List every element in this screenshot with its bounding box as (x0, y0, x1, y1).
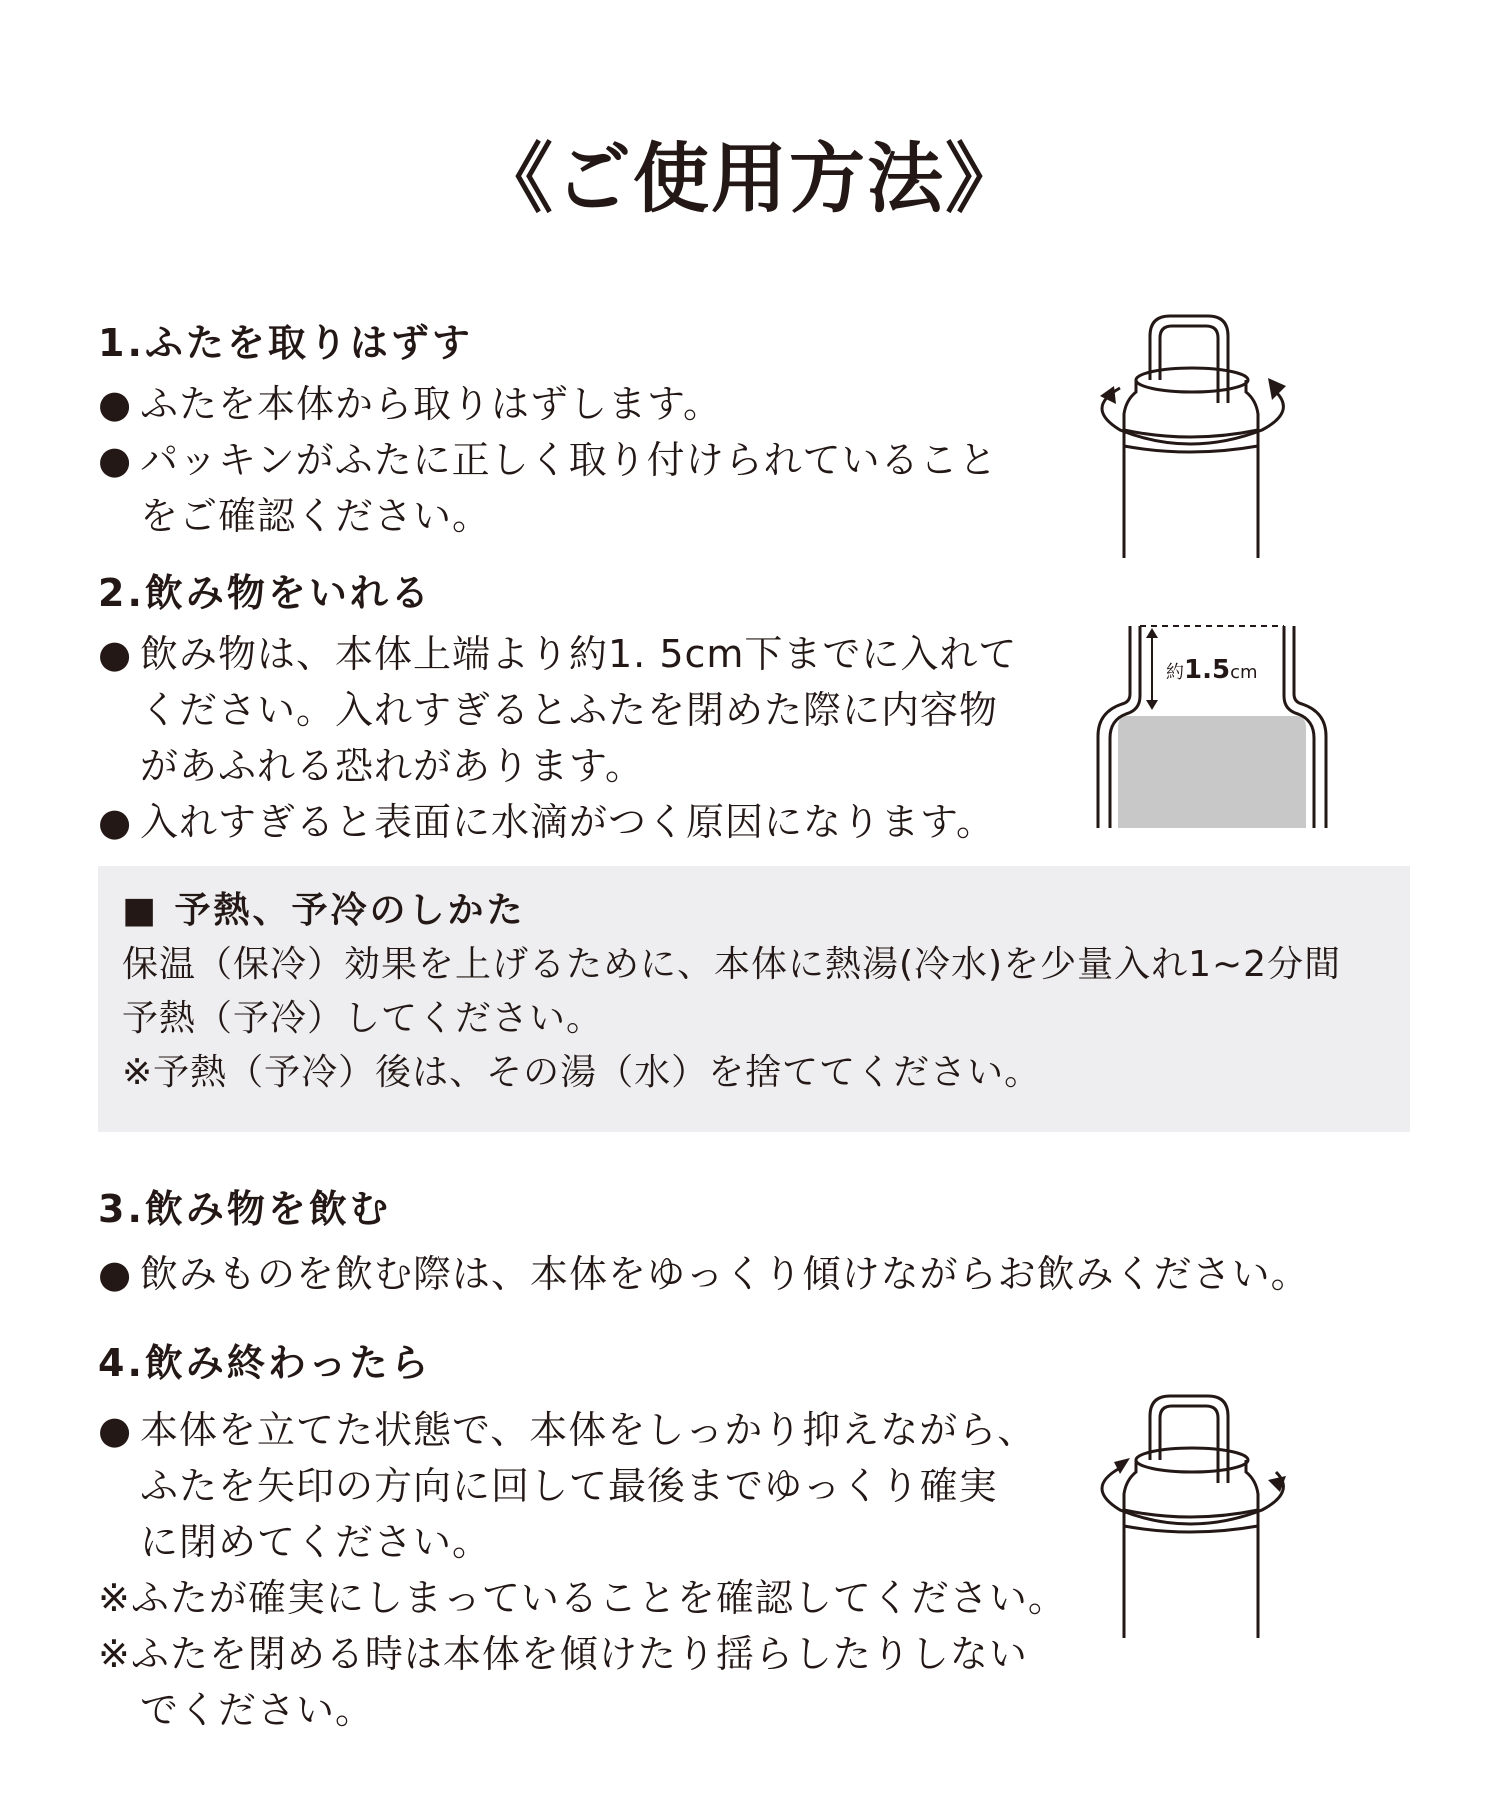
preheat-line-1: 保温（保冷）効果を上げるために、本体に熱湯(冷水)を少量入れ1~2分間 (122, 944, 1342, 985)
step-1-bullet-1: ● ふたを本体から取りはずします。 (98, 382, 722, 426)
step-4-bullet-1-cont-2: に閉めてください。 (140, 1520, 492, 1564)
step-2-bullet-1: ● 飲み物は、本体上端より約1. 5cm下までに入れて (98, 632, 1018, 676)
step-1-heading: 1.ふたを取りはずす (98, 321, 473, 365)
step-3 (98, 1184, 1310, 1302)
step-4-note-2-cont: でください。 (140, 1688, 375, 1732)
step-1 (98, 318, 998, 544)
step-4-note-1: ※ふたが確実にしまっていることを確認してください。 (98, 1576, 1067, 1620)
step-4-bullet-1-cont-1: ふたを矢印の方向に回して最後までゆっくり確実 (140, 1464, 998, 1508)
step-2-bullet-1-cont-1: ください。入れすぎるとふたを閉めた際に内容物 (140, 688, 999, 732)
fill-level-label: 約1.5cm (1166, 655, 1258, 685)
bottle-fill-level-icon (1088, 618, 1338, 828)
step-3-bullet-1: ● 飲みものを飲む際は、本体をゆっくり傾けながらお飲みください。 (98, 1252, 1310, 1296)
bottle-lid-close-icon (1090, 1388, 1330, 1638)
step-1-bullet-2-cont: をご確認ください。 (140, 494, 492, 538)
step-4 (98, 1338, 1067, 1738)
step-3-heading: 3.飲み物を飲む (98, 1187, 391, 1231)
step-4-note-2: ※ふたを閉める時は本体を傾けたり揺らしたりしない (98, 1632, 1028, 1676)
preheat-line-2: 予熱（予冷）してください。 (122, 998, 604, 1039)
step-4-heading: 4.飲み終わったら (98, 1341, 432, 1385)
step-2-bullet-2: ● 入れすぎると表面に水滴がつく原因になります。 (98, 800, 995, 844)
preheat-note: ※予熱（予冷）後は、その湯（水）を捨ててください。 (122, 1052, 1042, 1093)
preheat-panel (98, 866, 1410, 1132)
step-2-heading: 2.飲み物をいれる (98, 571, 432, 615)
step-1-bullet-2: ● パッキンがふたに正しく取り付けられていること (98, 438, 998, 482)
preheat-heading: ■ 予熱、予冷のしかた (122, 890, 526, 931)
step-2-bullet-1-cont-2: があふれる恐れがあります。 (140, 744, 644, 788)
page-title: 《ご使用方法》 (477, 134, 1023, 223)
step-4-bullet-1: ● 本体を立てた状態で、本体をしっかり抑えながら、 (98, 1408, 1037, 1452)
bottle-lid-remove-icon (1090, 308, 1330, 558)
step-2 (98, 568, 1017, 850)
